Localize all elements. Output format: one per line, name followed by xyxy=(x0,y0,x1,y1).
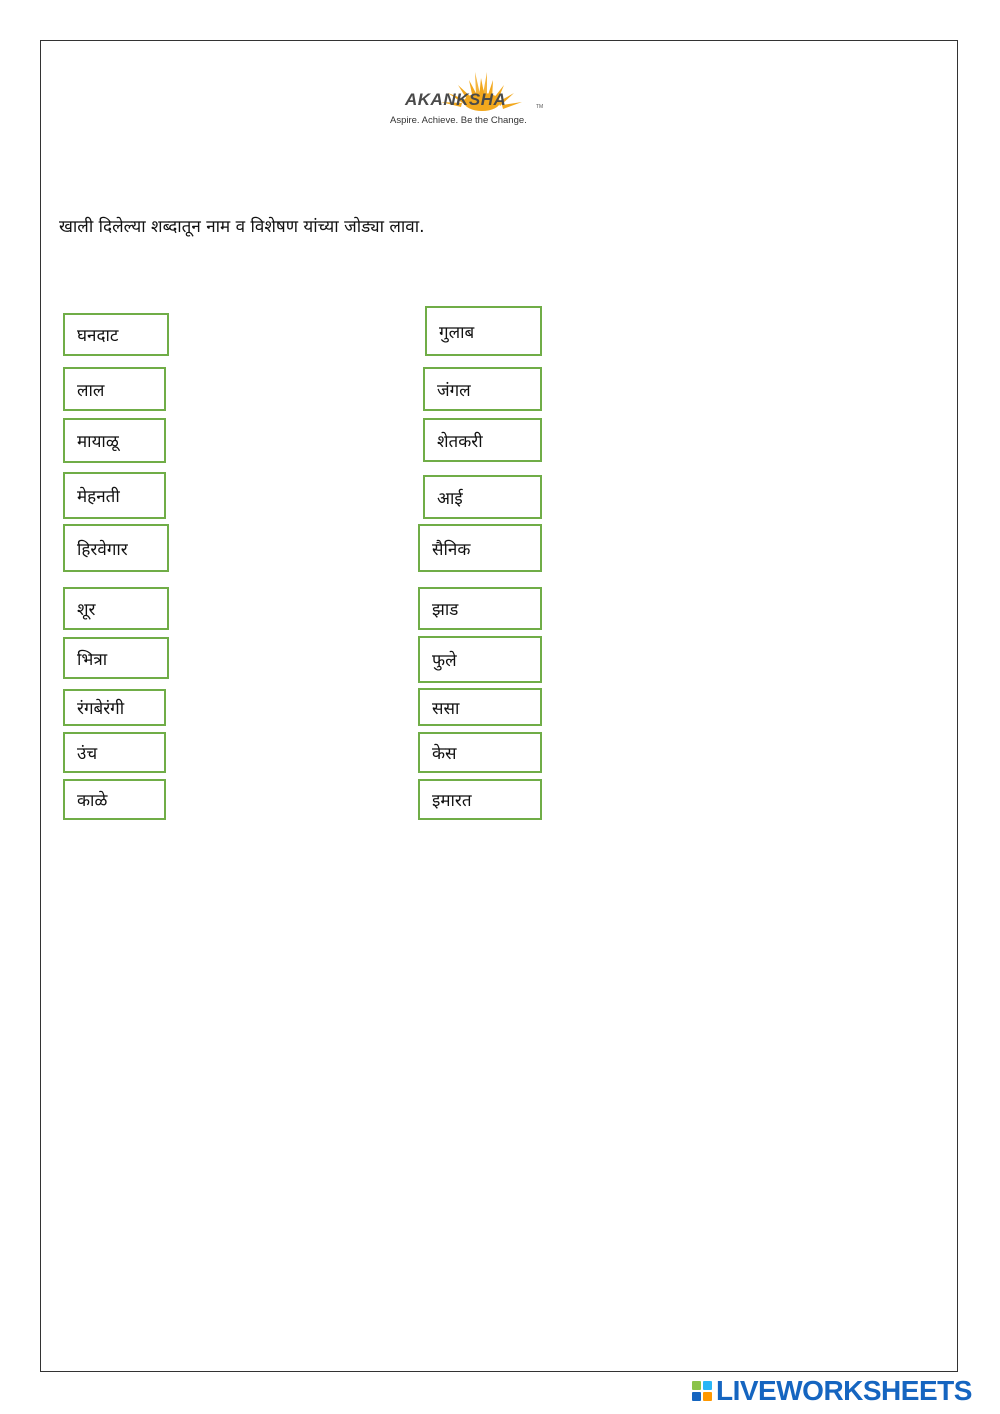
right-word-label: फुले xyxy=(432,651,457,671)
instruction-text: खाली दिलेल्या शब्दातून नाम व विशेषण यांच्या जोड्या लावा. xyxy=(59,217,425,237)
left-word-label: मायाळू xyxy=(77,432,119,452)
left-word-box[interactable] xyxy=(63,313,169,356)
left-word-label: हिरवेगार xyxy=(77,539,128,560)
left-word-label: मेहनती xyxy=(77,487,120,507)
left-word-label: भित्रा xyxy=(77,649,108,670)
right-word-label: झाड xyxy=(432,600,459,620)
right-word-box[interactable] xyxy=(418,524,542,572)
right-word-label: आई xyxy=(437,488,463,509)
left-word-box[interactable] xyxy=(63,779,166,820)
right-word-label: केस xyxy=(432,744,457,764)
left-word-label: रंगबेरंगी xyxy=(77,699,125,719)
right-word-box[interactable] xyxy=(418,732,542,773)
right-word-box[interactable] xyxy=(418,779,542,820)
left-word-box[interactable] xyxy=(63,637,169,679)
right-word-box[interactable] xyxy=(418,587,542,630)
right-word-box[interactable] xyxy=(423,475,542,519)
liveworksheets-brand-text: LIVEWORKSHEETS xyxy=(716,1375,972,1406)
left-word-label: उंच xyxy=(77,744,98,764)
right-word-box[interactable] xyxy=(425,306,542,356)
left-word-label: शूर xyxy=(77,600,96,620)
right-word-box[interactable] xyxy=(418,688,542,726)
right-word-label: जंगल xyxy=(437,380,471,401)
akanksha-logo xyxy=(385,64,565,130)
right-word-box[interactable] xyxy=(423,418,542,462)
logo-trademark: TM xyxy=(536,104,544,110)
left-word-box[interactable] xyxy=(63,524,169,572)
left-word-box[interactable] xyxy=(63,732,166,773)
left-word-label: काळे xyxy=(77,791,108,811)
right-word-label: गुलाब xyxy=(439,322,475,343)
right-word-label: सैनिक xyxy=(432,539,471,560)
right-word-label: ससा xyxy=(432,698,460,719)
left-word-box[interactable] xyxy=(63,418,166,463)
left-word-box[interactable] xyxy=(63,689,166,726)
right-word-box[interactable] xyxy=(423,367,542,411)
right-word-label: शेतकरी xyxy=(437,431,483,452)
logo-wordmark: AKANKSHA xyxy=(405,90,507,109)
left-word-box[interactable] xyxy=(63,367,166,411)
logo-tagline: Aspire. Achieve. Be the Change. xyxy=(390,115,527,126)
liveworksheets-footer[interactable] xyxy=(692,1374,972,1408)
right-word-label: इमारत xyxy=(432,791,472,811)
left-word-label: घनदाट xyxy=(77,326,119,346)
right-word-box[interactable] xyxy=(418,636,542,683)
left-word-label: लाल xyxy=(77,380,105,401)
liveworksheets-logo-icon xyxy=(692,1381,712,1401)
left-word-box[interactable] xyxy=(63,587,169,630)
left-word-box[interactable] xyxy=(63,472,166,519)
